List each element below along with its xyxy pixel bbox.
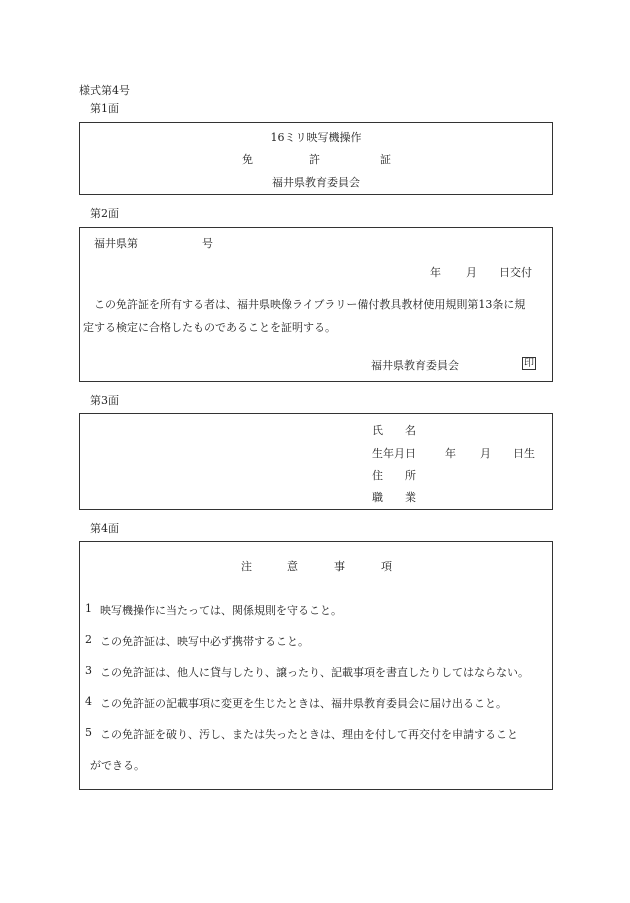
notice-title-char-1: 注 xyxy=(241,560,252,573)
name-label-char-1: 氏 xyxy=(372,424,383,437)
notice-item-4-number: 4 xyxy=(85,695,92,708)
page1-issuer: 福井県教育委員会 xyxy=(272,176,360,189)
notice-item-5-number: 5 xyxy=(85,726,92,739)
name-label-char-2: 名 xyxy=(405,424,416,437)
seal-stamp: 印 xyxy=(524,358,534,369)
page4-heading: 第4面 xyxy=(90,522,119,535)
page1-title-char-2: 許 xyxy=(309,153,320,166)
notice-item-3-number: 3 xyxy=(85,664,92,677)
birthdate-label: 生年月日 xyxy=(372,447,416,460)
license-number-suffix: 号 xyxy=(202,237,213,250)
certification-text-line2: 定する検定に合格したものであることを証明する。 xyxy=(83,321,336,334)
page1-box xyxy=(79,122,553,195)
page2-issuer: 福井県教育委員会 xyxy=(371,359,459,372)
page2-heading: 第2面 xyxy=(90,207,119,220)
occupation-label-char-1: 職 xyxy=(372,491,383,504)
notice-title-char-4: 項 xyxy=(381,560,392,573)
license-number-prefix: 福井県第 xyxy=(94,237,138,250)
issue-date-day: 日交付 xyxy=(499,266,532,279)
birthdate-month: 月 xyxy=(480,447,491,460)
birthdate-day: 日生 xyxy=(513,447,535,460)
notice-item-1-number: 1 xyxy=(85,602,92,615)
page1-title-char-3: 証 xyxy=(380,153,391,166)
page2-box xyxy=(79,227,553,382)
page1-title-line1: 16ミリ映写機操作 xyxy=(270,131,362,144)
address-label-char-1: 住 xyxy=(372,469,383,482)
occupation-label-char-2: 業 xyxy=(405,491,416,504)
certification-text-line1: この免許証を所有する者は、福井県映像ライブラリー備付教具教材使用規則第13条に規 xyxy=(94,298,526,311)
issue-date-month: 月 xyxy=(466,266,477,279)
page1-heading: 第1面 xyxy=(90,102,119,115)
page1-title-char-1: 免 xyxy=(242,153,253,166)
notice-item-1-text: 映写機操作に当たっては、関係規則を守ること。 xyxy=(100,604,342,617)
notice-item-4-text: この免許証の記載事項に変更を生じたときは、福井県教育委員会に届け出ること。 xyxy=(100,697,507,710)
notice-title-char-3: 事 xyxy=(334,560,345,573)
notice-item-5-text: この免許証を破り、汚し、または失ったときは、理由を付して再交付を申請すること xyxy=(100,728,518,741)
address-label-char-2: 所 xyxy=(405,469,416,482)
notice-title-char-2: 意 xyxy=(287,560,298,573)
page3-box xyxy=(79,413,553,510)
page3-heading: 第3面 xyxy=(90,394,119,407)
notice-item-2-number: 2 xyxy=(85,633,92,646)
notice-item-5-continuation: ができる。 xyxy=(90,759,145,772)
notice-item-3-text: この免許証は、他人に貸与したり、譲ったり、記載事項を書直したりしてはならない。 xyxy=(100,666,529,679)
notice-item-2-text: この免許証は、映写中必ず携帯すること。 xyxy=(100,635,309,648)
page4-box xyxy=(79,541,553,790)
form-number: 様式第4号 xyxy=(79,84,130,97)
birthdate-year: 年 xyxy=(445,447,456,460)
issue-date-year: 年 xyxy=(430,266,441,279)
